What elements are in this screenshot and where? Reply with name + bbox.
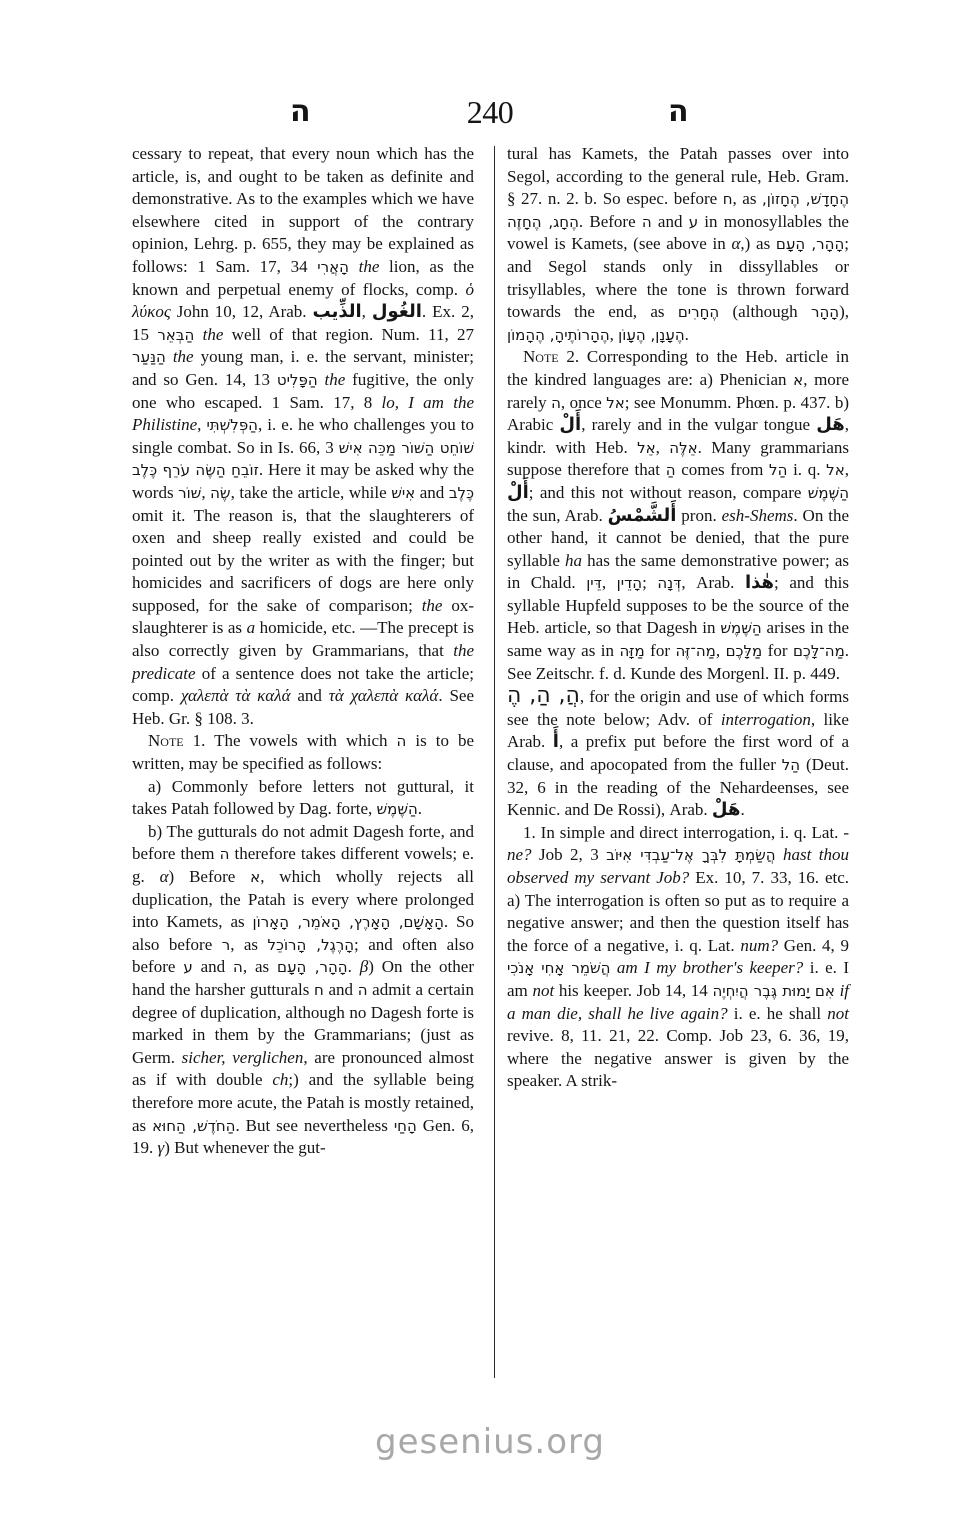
left-column-paragraph: Note 1. The vowels with which ה is to be written, may be specified as follows: — [132, 731, 475, 774]
right-column-paragraph: הֲ, הַ, הֶ, for the origin and use of which forms see the note below; Adv. of interrogation, like Arab. أَ, a prefix put before the first word of a clause, and apocopated from the fuller הַל (Deut. 32, 6 in the reading of the Nehardeenses, see Kennic. and De Rossi), Arab. هَلْ. — [507, 683, 849, 821]
running-head — [0, 92, 980, 132]
right-column-paragraph: tural has Kamets, the Patah passes over into Segol, according to the general rule, Heb. Gram. § 27. n. 2. b. So espec. before ח, as הֶחָדָשׁ, הֶחָזוֹן, הֶחָג, הֶחָזֶה. Before ה and ע in monosyllables the vowel is Kamets, (see above in α,) as הָהָר, הָעָם; and Segol stands only in dissyllables or trisyllables, where the tone is thrown forward towards the end, as הֶחָרִים (although הָהָר), הֶהָרוֹתֶיהָ, הֶהָמוֹן, הֶעָנָן, הֶעָוֹן. — [507, 144, 849, 344]
column-divider — [494, 146, 495, 1378]
right-column — [507, 143, 849, 1093]
left-column — [132, 143, 474, 1160]
right-column-paragraph: Note 2. Corresponding to the Heb. article in the kindred languages are: a) Phenician א, more rarely ה, once אל; see Monumm. Phœn. p. 437. b) Arabic أَلْ, rarely and in the vulgar tongue هَل, kindr. with Heb. אֵל, אֵלֶּה. Many grammarians suppose therefore that הַ comes from הַל i. q. אל, أَلْ; and this not without reason, compare הַשֶּׁמֶשׁ the sun, Arab. أَلشَّمْسُ pron. esh-Shems. On the other hand, it cannot be denied, that the pure syllable ha has the same demonstrative power; as in Chald. דֵּין, הָדֵין; דְּנָה, Arab. هٰذا; and this syllable Hupfeld supposes to be the source of the Heb. article, so that Dagesh in הַשֶּׁמֶשׁ arises in the same way as in מַזָּה for מַה־זֶּה, מַלָּכֶם for מַה־לָּכֶם. See Zeitschr. f. d. Kunde des Morgenl. II. p. 449. — [507, 347, 850, 683]
right-column-paragraph: 1. In simple and direct interrogation, i. q. Lat. -ne? Job 2, 3 הֲשַׂמְתָּ לִבְּךָ אֶל־עַבְדִּי אִיּוֹב hast thou observed my servant Job? Ex. 10, 7. 33, 16. etc. a) The interrogation is often so put as to require a negative answer; and then the question itself has the force of a negative, i. q. Lat. num? Gen. 4, 9 הֲשֹׁמֵר אָחִי אָנֹכִי am I my brother's keeper? i. e. I am not his keeper. Job 14, 14 אִם יָמוּת גֶּבֶר הֲיִחְיֶה if a man die, shall he live again? i. e. he shall not revive. 8, 11. 21, 22. Comp. Job 23, 6. 36, 19, where the negative answer is given by the speaker. A strik- — [507, 822, 850, 1091]
left-column-paragraph: b) The gutturals do not admit Dagesh forte, and before them ה therefore takes different vowels; e. g. α) Before א, which wholly rejects all duplication, the Patah is every where prolonged into Kamets, as הָאָשָׁם, הָאָרֶץ, הָאֹמֵר, הָאָרוֹן. So also before ר, as הָרֶגֶל, הָרוֹכֵל; and often also before ע and ה, as הָהָר, הָעָם. β) On the other hand the harsher gutturals ח and ה admit a certain degree of duplication, although no Dagesh forte is marked in them by the Grammarians; (just as Germ. sicher, verglichen, are pronounced almost as if with double ch;) and the syllable being therefore more acute, the Patah is mostly retained, as הַחֹדֶשׁ, הַחוּא. But see nevertheless הָחַי Gen. 6, 19. γ) But whenever the gut- — [132, 821, 475, 1158]
watermark: gesenius.org — [375, 1422, 605, 1462]
header-letter-left: ה — [290, 94, 311, 129]
page-number: 240 — [466, 94, 514, 130]
left-column-paragraph: cessary to repeat, that every noun which has the article, is, and ought to be taken as definite and demonstrative. As to the examples which we have elsewhere cited in support of the contrary opinion, Lehrg. p. 655, they may be explained as follows: 1 Sam. 17, 34 הָאֲרִי the lion, as the known and perpetual enemy of flocks, comp. ὁ λύκος John 10, 12, Arab. الذِّيب, الغُول. Ex. 2, 15 הַבְּאֵר the well of that region. Num. 11, 27 הַנַּעַר the young man, i. e. the servant, minister; and so Gen. 14, 13 הַפָּלִיט the fugitive, the only one who escaped. 1 Sam. 17, 8 lo, I am the Philistine, הַפְּלִשְׁתִּי, i. e. he who challenges you to single combat. So in Is. 66, 3 שׁוֹחֵט הַשּׁוֹר מַכֵּה אִישׁ זוֹבֵחַ הַשֶּׂה עֹרֵף כֶּלֶב. Here it may be asked why the words שׁוֹר, שֶׂה, take the article, while אִישׁ and כֶּלֶב omit it. The reason is, that the slaughterers of oxen and sheep really existed and could be pointed out by the writer as with the finger; but homicides and sacrificers of dogs are here only supposed, for the sake of comparison; the ox-slaughterer is as a homicide, etc. —The precept is also correctly given by Grammarians, that the predicate of a sentence does not take the article; comp. χαλεπὰ τὰ καλά and τὰ χαλεπὰ καλά. See Heb. Gr. § 108. 3. — [132, 144, 475, 728]
header-letter-right: ה — [668, 94, 689, 129]
left-column-paragraph: a) Commonly before letters not guttural, it takes Patah followed by Dag. forte, הַשֶּׁמֶשׁ. — [132, 776, 474, 819]
